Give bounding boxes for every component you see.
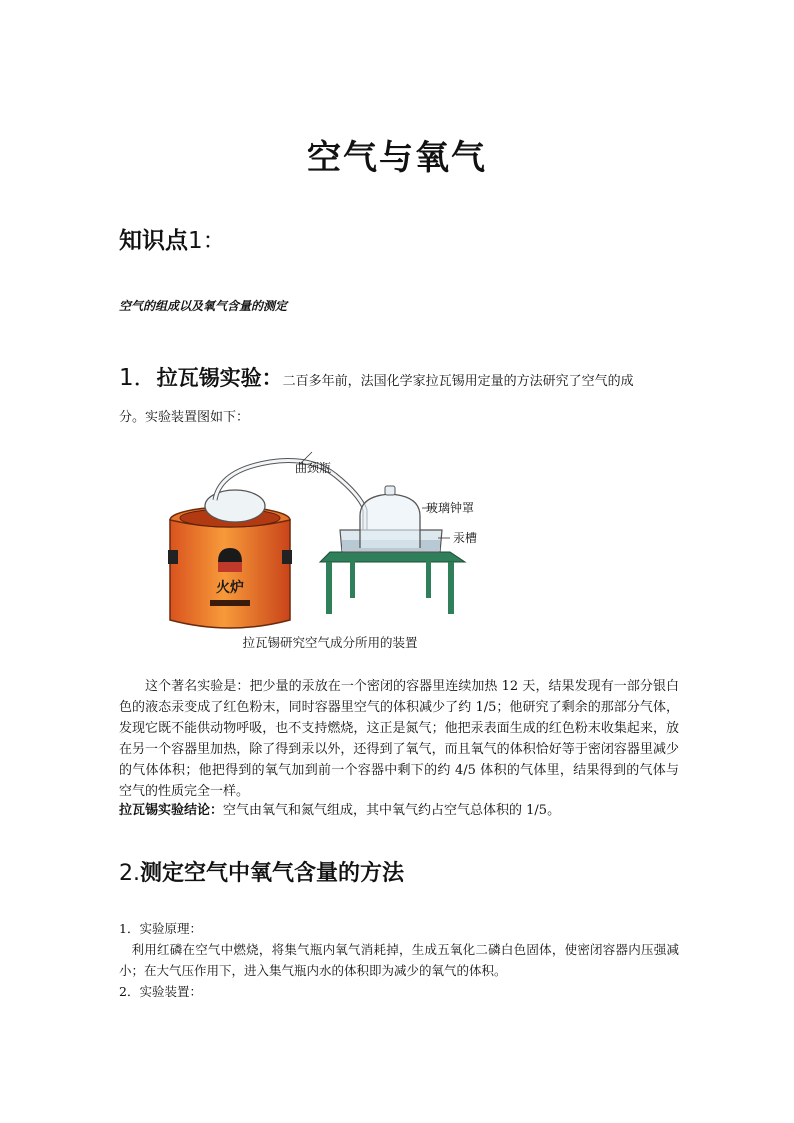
section-2-title: 测定空气中氧气含量的方法	[140, 861, 405, 886]
lavoisier-experiment-paragraph: 这个著名实验是：把少量的汞放在一个密闭的容器里连续加热 12 天，结果发现有一部分银白色的液态汞变成了红色粉末，同时容器里空气的体积减少了约 1/5；他研究了剩余的那部分气体，发现它既不能供动物呼吸，也不支持燃烧，这正是氮气；他把汞表面生成的红色粉末收集起来，放在另一个容器里加热，除了得到汞以外，还得到了氧气，而且氧气的体积恰好等于密闭容器里减少的气体体积；他把得到的氧气加到前一个容器中剩下的约 4/5 体积的气体里，结果得到的气体与空气的性质完全一样。	[119, 679, 679, 799]
section-1-number: 1．	[119, 365, 157, 391]
principle-text: 利用红磷在空气中燃烧，将集气瓶内氧气消耗掉，生成五氧化二磷白色固体，使密闭容器内压强减小；在大气压作用下，进入集气瓶内水的体积即为减少的氧气的体积。	[119, 942, 679, 978]
furnace-label: 火炉	[216, 580, 244, 596]
knowledge-point-heading	[119, 222, 226, 255]
conclusion-label: 拉瓦锡实验结论：	[119, 803, 224, 818]
section-1-intro	[119, 360, 679, 436]
knowledge-point-number: 1：	[188, 228, 226, 254]
trough-label: 汞槽	[453, 531, 478, 545]
bell-jar-label: 玻璃钟罩	[426, 501, 475, 515]
section-1-text-line1: 二百多年前，法国化学家拉瓦锡用定量的方法研究了空气的成	[282, 374, 634, 389]
device-label: 2．实验装置：	[119, 984, 202, 999]
figure-caption: 拉瓦锡研究空气成分所用的装置	[242, 635, 418, 650]
section-2-heading	[119, 856, 404, 887]
section-1-heading: 拉瓦锡实验：	[156, 366, 283, 390]
conclusion-text: 空气由氧气和氮气组成，其中氧气约占空气总体积的 1/5。	[223, 803, 561, 818]
section-2-number: 2.	[119, 861, 140, 886]
page-title: 空气与氧气	[307, 138, 487, 178]
section-1-text-line2: 分。实验装置图如下：	[119, 410, 250, 425]
knowledge-point-subtitle: 空气的组成以及氧气含量的测定	[119, 299, 288, 313]
table-icon	[320, 552, 465, 614]
lavoisier-apparatus-figure	[160, 450, 500, 660]
furnace-icon	[168, 507, 292, 628]
principle-label: 1．实验原理：	[119, 921, 202, 936]
lavoisier-conclusion	[119, 800, 679, 821]
knowledge-point-label: 知识点	[119, 228, 188, 254]
flask-label: 曲颈瓶	[295, 461, 332, 475]
